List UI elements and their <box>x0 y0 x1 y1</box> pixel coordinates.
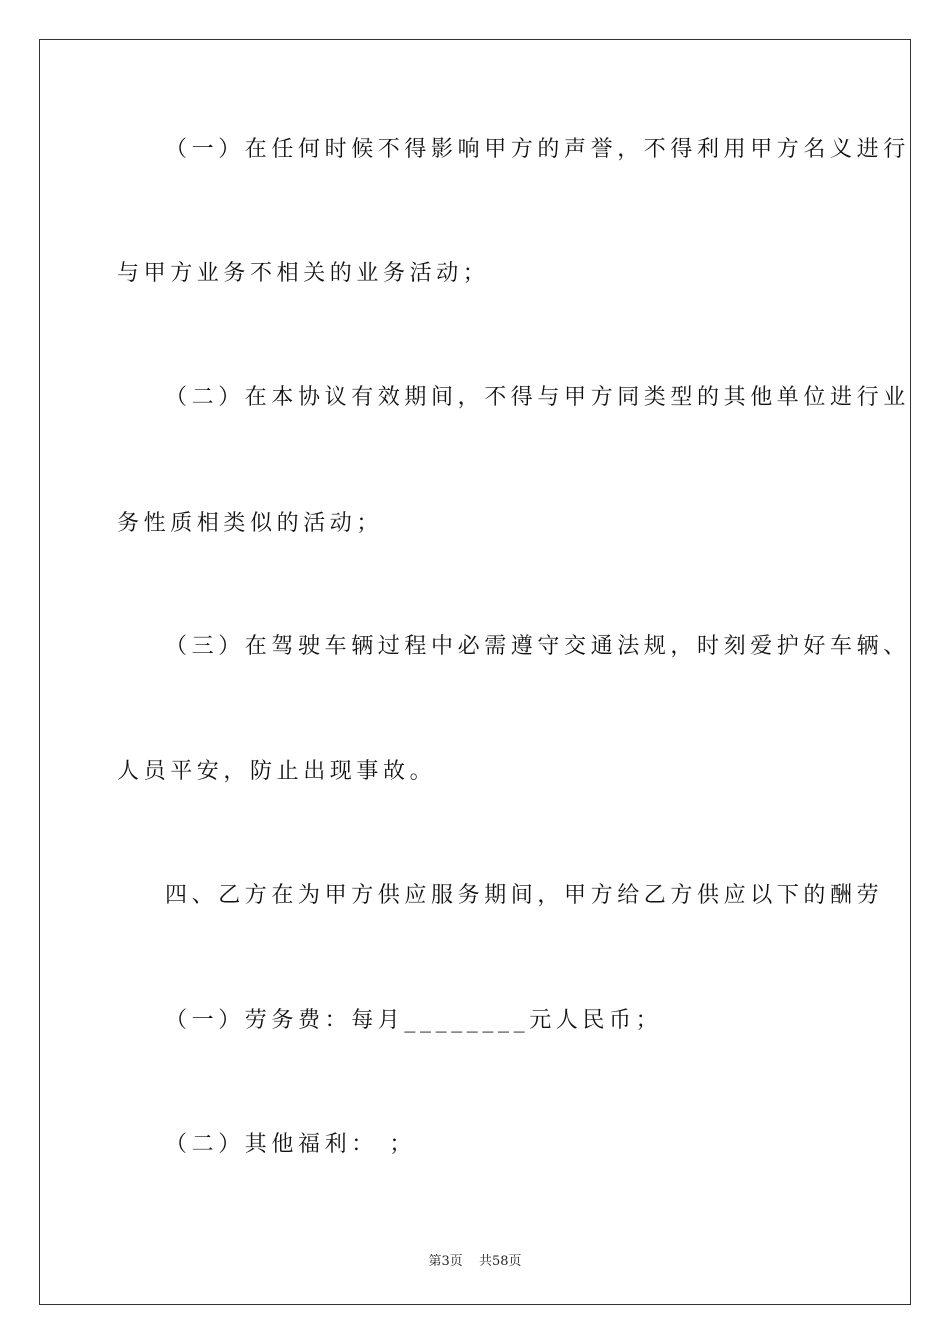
page-border <box>39 39 911 1305</box>
paragraph-2-line-2: 务性质相类似的活动； <box>117 511 384 536</box>
page-footer <box>0 1250 950 1269</box>
paragraph-2-line-1: （二）在本协议有效期间，不得与甲方同类型的其他单位进行业 <box>165 385 910 410</box>
section-4-heading: 四、乙方在为甲方供应服务期间，甲方给乙方供应以下的酬劳 <box>165 883 884 908</box>
paragraph-3-line-2: 人员平安，防止出现事故。 <box>117 759 437 784</box>
other-benefits-line: （二）其他福利： ； <box>165 1132 416 1157</box>
paragraph-1-line-2: 与甲方业务不相关的业务活动； <box>117 261 490 286</box>
labor-fee-line: （一）劳务费：每月________元人民币； <box>165 1008 663 1033</box>
paragraph-1-line-1: （一）在任何时候不得影响甲方的声誉，不得利用甲方名义进行 <box>165 137 910 162</box>
page-number: 第3页 <box>428 1254 463 1269</box>
paragraph-3-line-1: （三）在驾驶车辆过程中必需遵守交通法规，时刻爱护好车辆、 <box>165 634 910 659</box>
page-total: 共58页 <box>478 1254 522 1269</box>
